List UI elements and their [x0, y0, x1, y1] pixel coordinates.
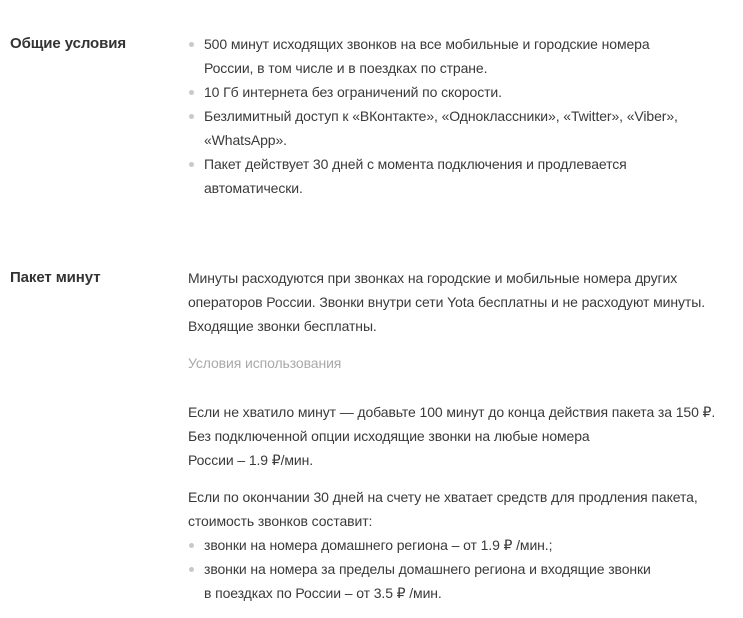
- section-heading-column: [0, 266, 188, 290]
- minutes-topup-paragraph: [188, 400, 743, 472]
- section-minutes-package: [0, 266, 743, 605]
- text-line: России – 1.9 ₽/мин.: [188, 452, 314, 468]
- section-title-general: Общие условия: [10, 35, 127, 52]
- bullet-icon: [189, 162, 194, 167]
- minutes-intro-paragraph: [188, 266, 743, 338]
- list-item: [188, 32, 743, 80]
- bullet-icon: [189, 114, 194, 119]
- text-line: операторов России. Звонки внутри сети Yota бесплатны и не расходуют минуты.: [188, 294, 705, 310]
- text-line: Если по окончании 30 дней на счету не хватает средств для продления пакета,: [188, 489, 698, 505]
- text-line: Входящие звонки бесплатны.: [188, 318, 377, 334]
- minutes-renewal-paragraph: [188, 485, 743, 533]
- section-title-minutes: Пакет минут: [10, 269, 101, 286]
- text-line: Пакет действует 30 дней с момента подключения и продлевается: [204, 156, 627, 172]
- bullet-icon: [189, 543, 194, 548]
- list-item: [188, 80, 743, 104]
- list-item: [188, 104, 743, 152]
- renewal-prices-list: [188, 533, 743, 605]
- text-line: «WhatsApp».: [204, 132, 287, 148]
- tariff-conditions-page: [0, 32, 743, 618]
- text-line: 10 Гб интернета без ограничений по скорости.: [204, 84, 502, 100]
- bullet-icon: [189, 567, 194, 572]
- usage-terms-subheading: Условия использования: [188, 355, 342, 371]
- text-line: 500 минут исходящих звонков на все мобильные и городские номера: [204, 36, 650, 52]
- text-line: Если не хватило минут — добавьте 100 минут до конца действия пакета за 150 ₽.: [188, 404, 716, 420]
- section-body-column: [188, 32, 743, 200]
- general-terms-list: [188, 32, 743, 200]
- list-item: [188, 152, 743, 200]
- text-line: в поездках по России – от 3.5 ₽ /мин.: [204, 585, 442, 601]
- list-item: [188, 557, 743, 605]
- section-body-column: [188, 266, 743, 605]
- bullet-icon: [189, 90, 194, 95]
- text-line: Минуты расходуются при звонках на городские и мобильные номера других: [188, 270, 678, 286]
- text-line: Безлимитный доступ к «ВКонтакте», «Одноклассники», «Twitter», «Viber»,: [204, 108, 678, 124]
- section-general-terms: [0, 32, 743, 200]
- text-line: автоматически.: [204, 180, 303, 196]
- text-line: звонки на номера домашнего региона – от 1.9 ₽ /мин.;: [204, 537, 553, 553]
- list-item: [188, 533, 743, 557]
- text-line: Без подключенной опции исходящие звонки на любые номера: [188, 428, 590, 444]
- text-line: стоимость звонков составит:: [188, 513, 373, 529]
- text-line: России, в том числе и в поездках по стране.: [204, 60, 488, 76]
- text-line: звонки на номера за пределы домашнего региона и входящие звонки: [204, 561, 651, 577]
- bullet-icon: [189, 42, 194, 47]
- section-heading-column: [0, 32, 188, 56]
